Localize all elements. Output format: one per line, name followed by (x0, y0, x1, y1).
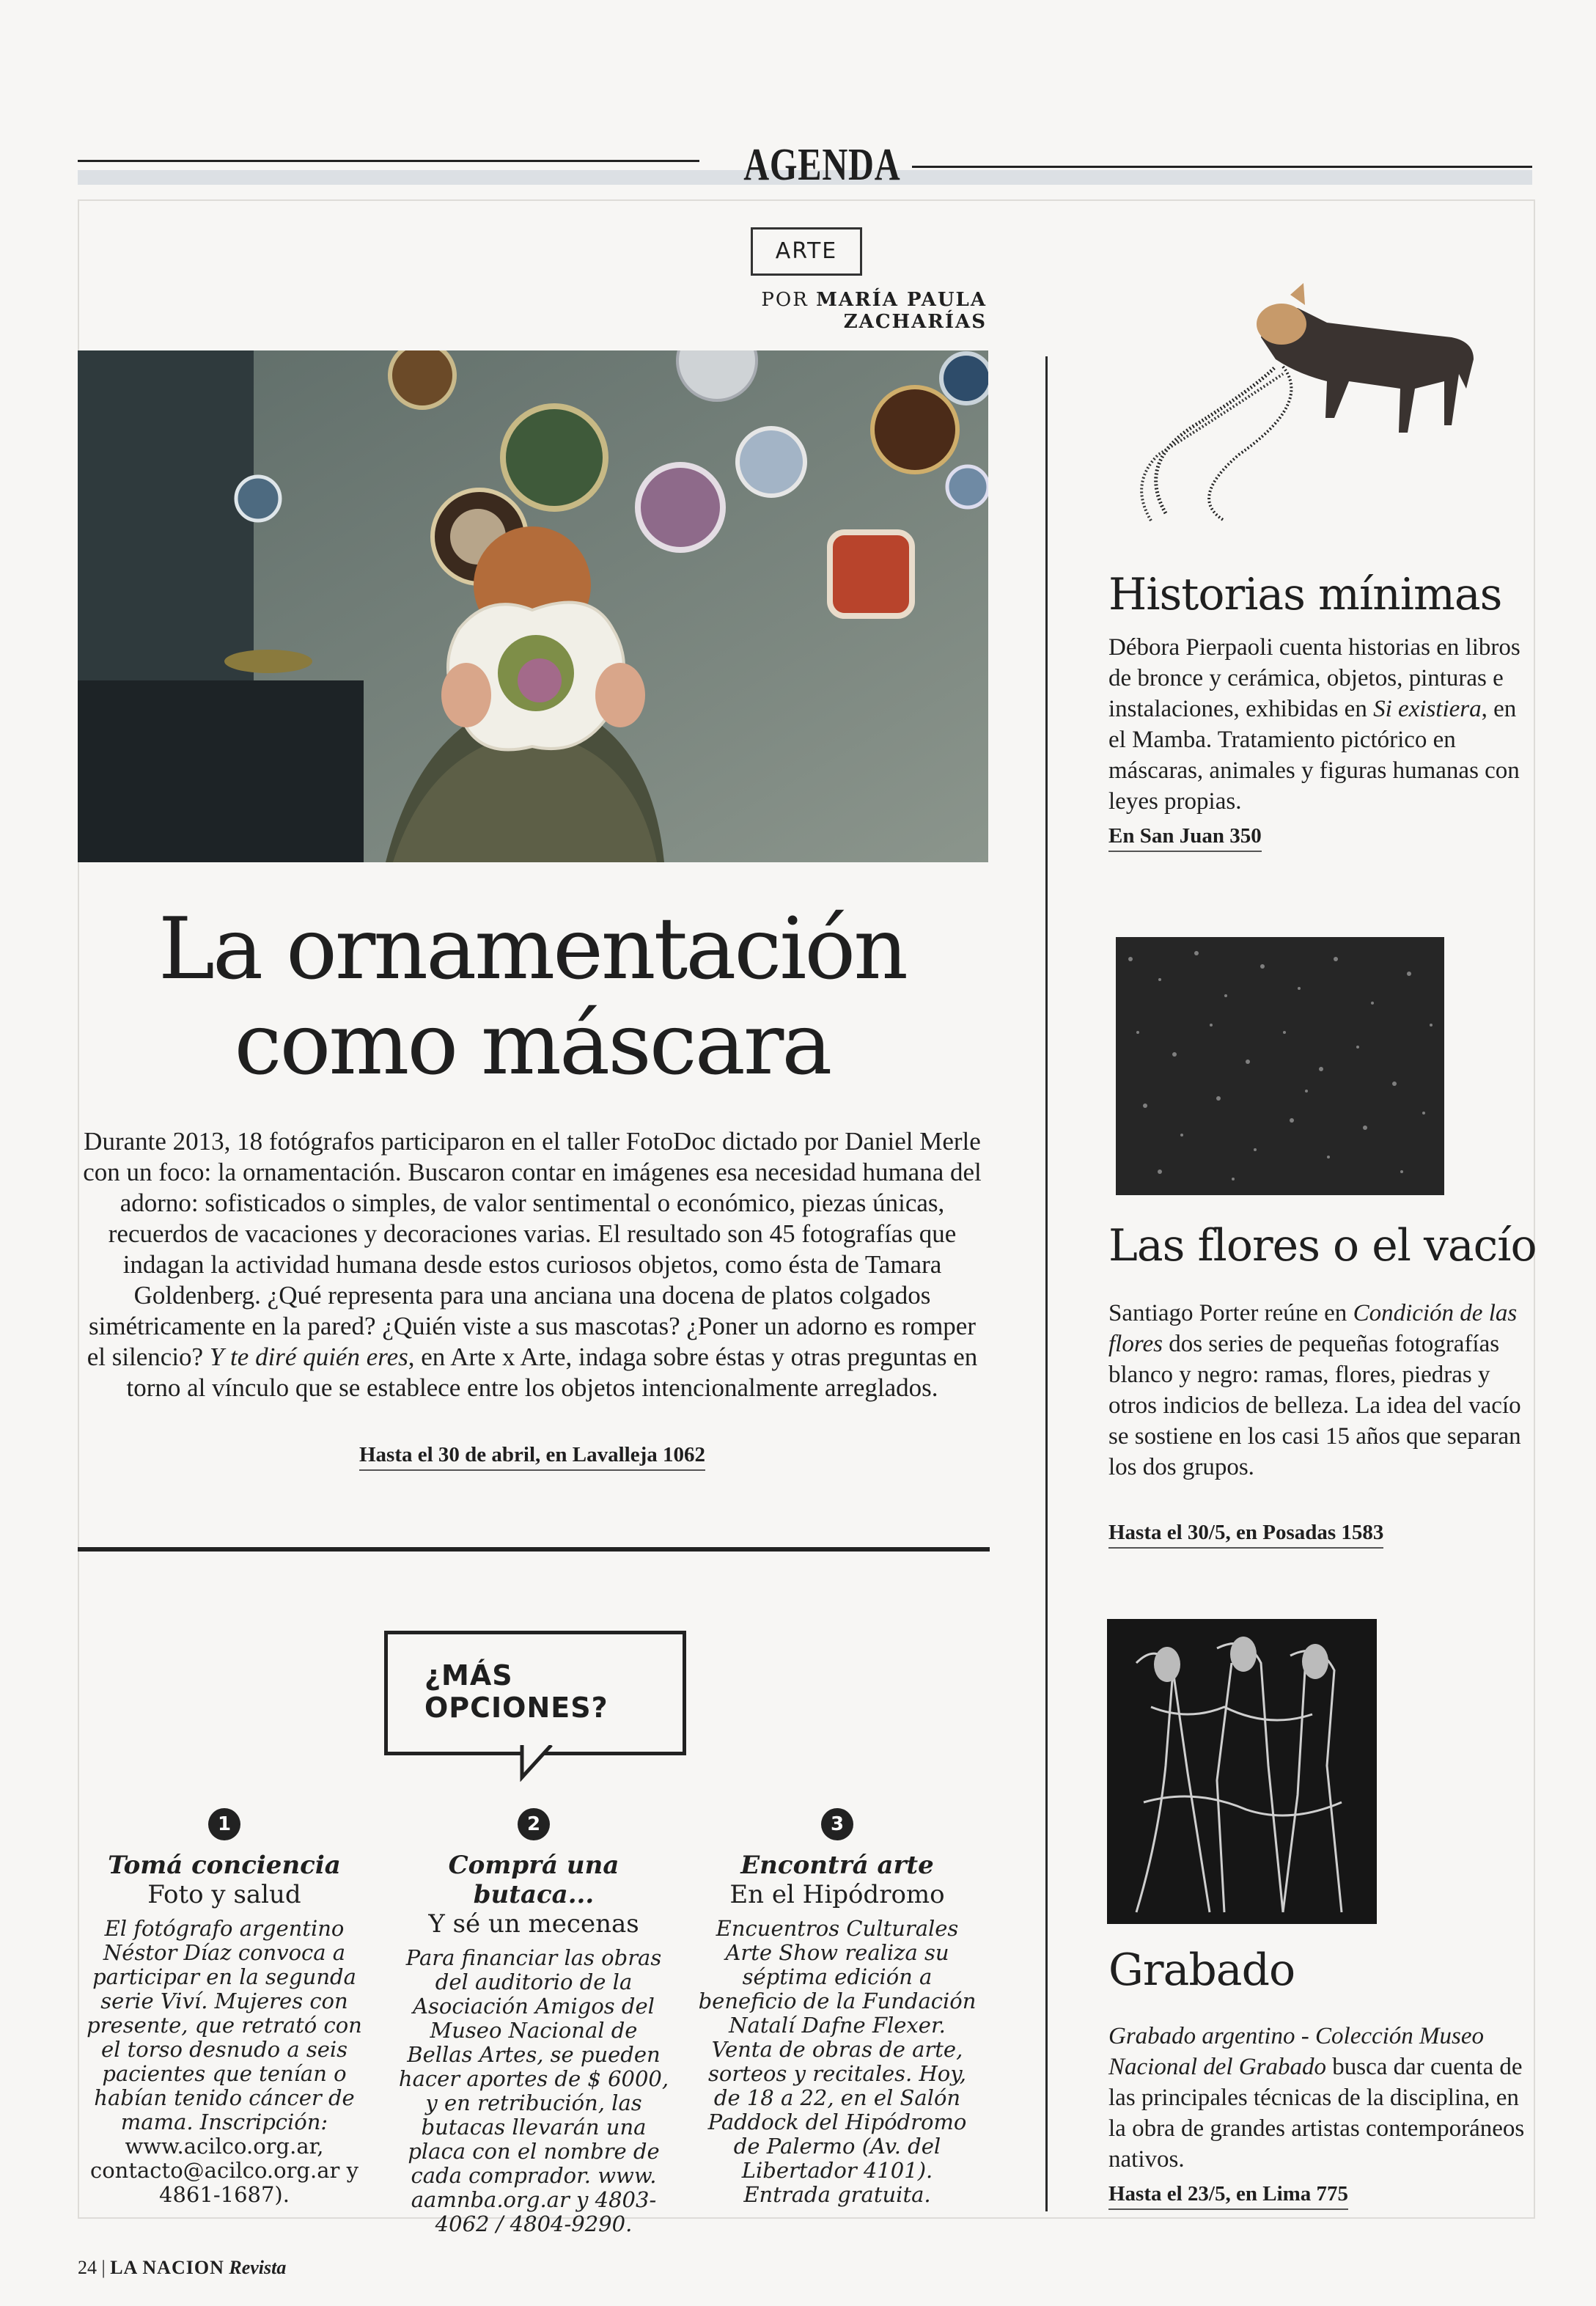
sidebar-body-1-italic: Si existiera (1373, 696, 1482, 722)
option-title: Comprá una butaca... (448, 1851, 619, 1909)
sidebar-where-2: Hasta el 30/5, en Posadas 1583 (1108, 1521, 1383, 1549)
sidebar-where-3: Hasta el 23/5, en Lima 775 (1108, 2182, 1348, 2210)
headline-line-2: como máscara (234, 995, 831, 1094)
section-title: AGENDA (743, 140, 901, 190)
option-2 (394, 1808, 673, 2236)
article-body (78, 1126, 987, 1403)
byline-prefix: POR (761, 289, 809, 311)
option-description (85, 1917, 364, 2207)
sidebar-body-3-italic: Grabado argentino - Colección Museo Nacional del Grabado (1108, 2023, 1485, 2080)
article-headline (78, 902, 987, 1093)
option-subtitle: En el Hipódromo (729, 1880, 945, 1909)
more-options-box (384, 1631, 686, 1755)
article-kicker: ARTE (751, 227, 862, 276)
speech-tail-icon (518, 1745, 562, 1782)
sidebar-body-2-italic: Condición de las flores (1108, 1300, 1518, 1357)
sidebar-title-3: Grabado (1108, 1945, 1295, 1996)
sidebar-where-3-wrap (1108, 2182, 1348, 2206)
sidebar-body-3 (1108, 2021, 1534, 2175)
column-divider (1045, 356, 1048, 2211)
option-number: 1 (208, 1808, 240, 1840)
engraving-photo (1107, 1619, 1377, 1924)
page-number: 24 (78, 2257, 97, 2278)
article-body-part-1: Durante 2013, 18 fotógrafos participaron en el taller FotoDoc dictado por Daniel Merle con un foco: la ornamentación. Buscaron contar en imágenes esa necesidad humana del adorno: sofisticados o simples, de valor sentimental o económico, piezas únicas, recuerdos de vacaciones y decoraciones varias. El resultado son 45 fotografías que indagan la actividad humana desde estos curiosos objetos, como ésta de Tamara Goldenberg. ¿Qué representa para una anciana una docena de platos colgados simétricamente en la pared? ¿Quién viste a sus mascotas? ¿Poner un adorno es romper el silencio? (83, 1127, 982, 1371)
option-1 (85, 1808, 364, 2207)
option-contact: www.acilco.org.ar, contacto@acilco.org.ar y 4861-1687). (89, 2134, 359, 2207)
sidebar-body-2 (1108, 1298, 1534, 1483)
masthead-rule-right (912, 166, 1532, 168)
sidebar-body-1-b: , en el Mamba. Tratamiento pictórico en máscaras, animales y figuras humanas con leyes propias. (1108, 696, 1520, 815)
sidebar-where-2-wrap (1108, 1521, 1383, 1545)
option-description-text: El fotógrafo argentino Néstor Díaz convoca a participar en la segunda serie Viví. Mujeres con presente, que retrató con el torso desnudo a seis pacientes que tenían o habían tenido cáncer de mama. Inscripción: (87, 1916, 362, 2134)
headline-line-1: La ornamentación (158, 900, 906, 999)
sidebar-where-1: En San Juan 350 (1108, 824, 1262, 852)
article-body-italic: Y te diré quién eres (209, 1343, 408, 1371)
option-description: Para financiar las obras del auditorio de la Asociación Amigos del Museo Nacional de Bellas Artes, se pueden hacer aportes de $ 6000, y en retribución, las butacas llevarán una placa con el nombre de cada comprador. www. aamnba.org.ar y 4803-4062 / 4804-9290. (398, 1945, 669, 2236)
section-divider (78, 1547, 990, 1552)
sidebar-title-1: Historias mínimas (1108, 569, 1502, 620)
masthead-rule-left (78, 160, 699, 162)
byline-author: MARÍA PAULA ZACHARÍAS (816, 289, 987, 333)
option-subtitle: Foto y salud (147, 1880, 301, 1909)
sidebar-body-1-a: Débora Pierpaoli cuenta historias en libros de bronce y cerámica, objetos, pinturas e instalaciones, exhibidas en (1108, 634, 1520, 722)
sidebar-title-2: Las flores o el vacío (1108, 1220, 1537, 1271)
main-photo (78, 350, 988, 862)
option-subtitle: Y sé un mecenas (428, 1909, 639, 1939)
article-where: Hasta el 30 de abril, en Lavalleja 1062 (359, 1443, 705, 1471)
article-body-part-2: , en Arte x Arte, indaga sobre éstas y otras preguntas en torno al vínculo que se establece entre los objetos intencionalmente arreglados. (126, 1343, 978, 1402)
sidebar-body-3-b: busca dar cuenta de las principales técnicas de la disciplina, en la obra de grandes artistas contemporáneos nativos. (1108, 2054, 1525, 2173)
option-title: Tomá conciencia (108, 1851, 341, 1880)
article-where-wrap (78, 1443, 987, 1467)
sidebar-body-1 (1108, 632, 1534, 817)
byline (616, 289, 987, 333)
option-number: 2 (518, 1808, 550, 1840)
option-description: Encuentros Culturales Arte Show realiza su séptima edición a beneficio de la Fundación Natalí Dafne Flexer. Venta de obras de arte, sorteos y recitales. Hoy, de 18 a 22, en el Salón Paddock del Hipódromo de Palermo (Av. del Libertador 4101). Entrada gratuita. (698, 1916, 977, 2207)
option-title: Encontrá arte (740, 1851, 934, 1880)
publication-name: LA NACION (110, 2257, 224, 2278)
more-options-line-1: ¿MÁS (424, 1659, 513, 1692)
more-options-title (424, 1659, 608, 1724)
publication-section: Revista (229, 2257, 287, 2278)
option-3 (698, 1808, 977, 2207)
sidebar-where-1-wrap (1108, 824, 1262, 848)
option-number: 3 (821, 1808, 853, 1840)
sidebar-body-2-a: Santiago Porter reúne en (1108, 1300, 1353, 1326)
sidebar-body-2-b: dos series de pequeñas fotografías blanco y negro: ramas, flores, piedras y otros indicios de belleza. La idea del vacío se sostiene en los casi 15 años que separan los dos grupos. (1108, 1331, 1521, 1480)
footer-separator: | (101, 2257, 106, 2278)
more-options-line-2: OPCIONES? (424, 1692, 608, 1724)
page-footer (78, 2257, 286, 2279)
sculpture-photo (1107, 279, 1488, 557)
flowers-photo (1116, 937, 1444, 1195)
